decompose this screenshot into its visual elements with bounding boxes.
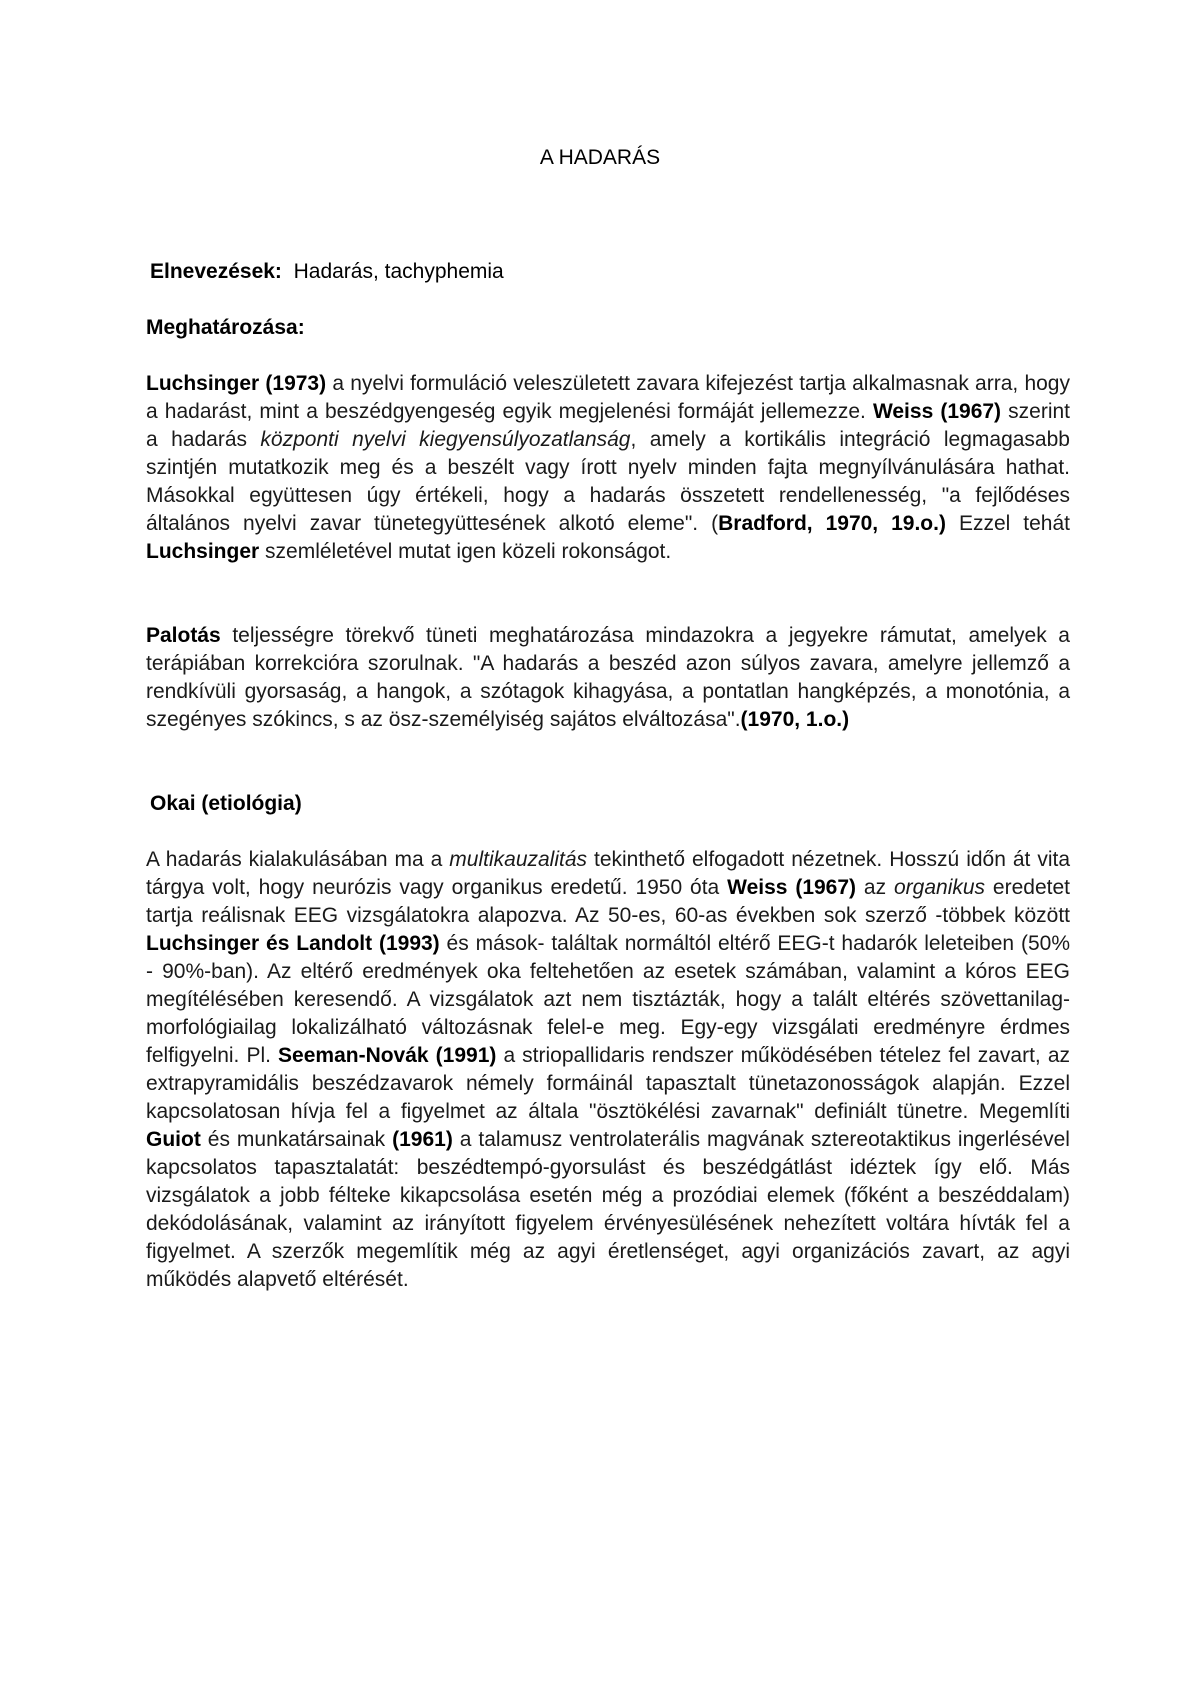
emphasis-term: központi nyelvi kiegyensúlyozatlanság xyxy=(260,428,631,451)
citation-seeman-novak: Seeman-Novák (1991) xyxy=(278,1044,497,1067)
paragraph-text: szerint a hadarás xyxy=(146,400,1071,451)
citation-palotas-year: (1970, 1.o.) xyxy=(740,708,850,731)
citation-guiot: Guiot xyxy=(146,1128,201,1151)
paragraph-text: eredetet tartja reálisnak EEG vizsgálatokra alapozva. Az 50-es, 60-as években sok szerző -többek között xyxy=(146,876,1070,927)
citation-luchsinger: Luchsinger (1973) xyxy=(146,372,327,395)
definition-heading: Meghatározása: xyxy=(146,316,305,339)
paragraph-text: Ezzel tehát xyxy=(945,512,1070,535)
paragraph-text: , amely a kortikális integráció legmagasabb szintjén mutatkozik meg és a beszélt vagy írott nyelv minden fajta megnyílvánulására hathat. Másokkal együttesen úgy értékeli, hogy a hadarás összetett rendellenesség, "a fejlődéses általános nyelvi zavar tünetegyüttesének alkotó eleme". ( xyxy=(146,428,1070,535)
citation-palotas: Palotás xyxy=(146,624,221,647)
definition-paragraph-1 xyxy=(146,370,1070,566)
paragraph-text: a nyelvi formuláció veleszületett zavara kifejezést tartja alkalmasnak arra, hogy a hadarást, mint a beszédgyengeség egyik megjelenési formáját jellemezze. xyxy=(146,372,1070,423)
paragraph-text: szemléletével mutat igen közeli rokonságot. xyxy=(259,540,672,563)
citation-weiss-2: Weiss (1967) xyxy=(727,876,857,899)
citation-bradford: Bradford, 1970, 19.o.) xyxy=(718,512,946,535)
citation-guiot-year: (1961) xyxy=(392,1128,453,1151)
paragraph-text: az xyxy=(856,876,894,899)
names-label: Elnevezések: xyxy=(150,260,282,283)
paragraph-text: tekinthető elfogadott nézetnek. Hosszú időn át vita tárgya volt, hogy neurózis vagy organikus eredetű. 1950 óta xyxy=(146,848,1070,899)
paragraph-text: és munkatársainak xyxy=(200,1128,393,1151)
citation-luchsinger-2: Luchsinger xyxy=(146,540,260,563)
paragraph-text: a talamusz ventrolaterális magvának sztereotaktikus ingerlésével kapcsolatos tapasztalatát: beszédtempó-gyorsulást és beszédgátlást idéztek így elő. Más vizsgálatok a jobb félteke kikapcsolása esetén még a prozódiai elemek (főként a beszéddalam) dekódolásának, valamint az irányított figyelem érvényesülésének nehezített voltára hívták fel a figyelmet. A szerzők megemlítik még az agyi éretlenséget, agyi organizációs zavart, az agyi működés alapvető eltérését. xyxy=(146,1128,1070,1291)
emphasis-term: organikus xyxy=(893,876,986,899)
emphasis-term: multikauzalitás xyxy=(449,848,588,871)
paragraph-text: A hadarás kialakulásában ma a xyxy=(146,848,450,871)
paragraph-text: a striopallidaris rendszer működésében tételez fel zavart, az extrapyramidális beszédzavarok némely formáinál tapasztalt tünetazonosságok alapján. Ezzel kapcsolatosan hívja fel a figyelmet az általa "ösztökélési zavarnak" definiált tünetre. Megemlíti xyxy=(146,1044,1071,1123)
paragraph-text: teljességre törekvő tüneti meghatározása mindazokra a jegyekre rámutat, amelyek a terápiában korrekcióra szorulnak. "A hadarás a beszéd azon súlyos zavara, amelyre jellemző a rendkívüli gyorsaság, a hangok, a szótagok kihagyása, a pontatlan hangképzés, a monotónia, a szegényes szókincs, s az ösz-személyiség sajátos elváltozása". xyxy=(146,624,1070,731)
definition-paragraph-2 xyxy=(146,622,1070,734)
citation-luchsinger-landolt: Luchsinger és Landolt (1993) xyxy=(146,932,440,955)
causes-heading: Okai (etiológia) xyxy=(150,792,302,815)
document-title: A HADARÁS xyxy=(539,146,661,169)
paragraph-text: és mások- találtak normáltól eltérő EEG-t hadarók leleteiben (50% - 90%-ban). Az eltérő eredmények oka feltehetően az esetek számában, valamint a kóros EEG megítélésében keresendő. A vizsgálatok azt nem tisztázták, hogy a talált eltérés szövettanilag-morfológiailag lokalizálható változásnak felel-e meg. Egy-egy vizsgálati eredményre érdmes felfigyelni. Pl. xyxy=(146,932,1070,1067)
names-value: Hadarás, tachyphemia xyxy=(293,260,504,283)
citation-weiss: Weiss (1967) xyxy=(872,400,1002,423)
causes-paragraph xyxy=(146,846,1070,1294)
names-line xyxy=(150,258,1080,286)
